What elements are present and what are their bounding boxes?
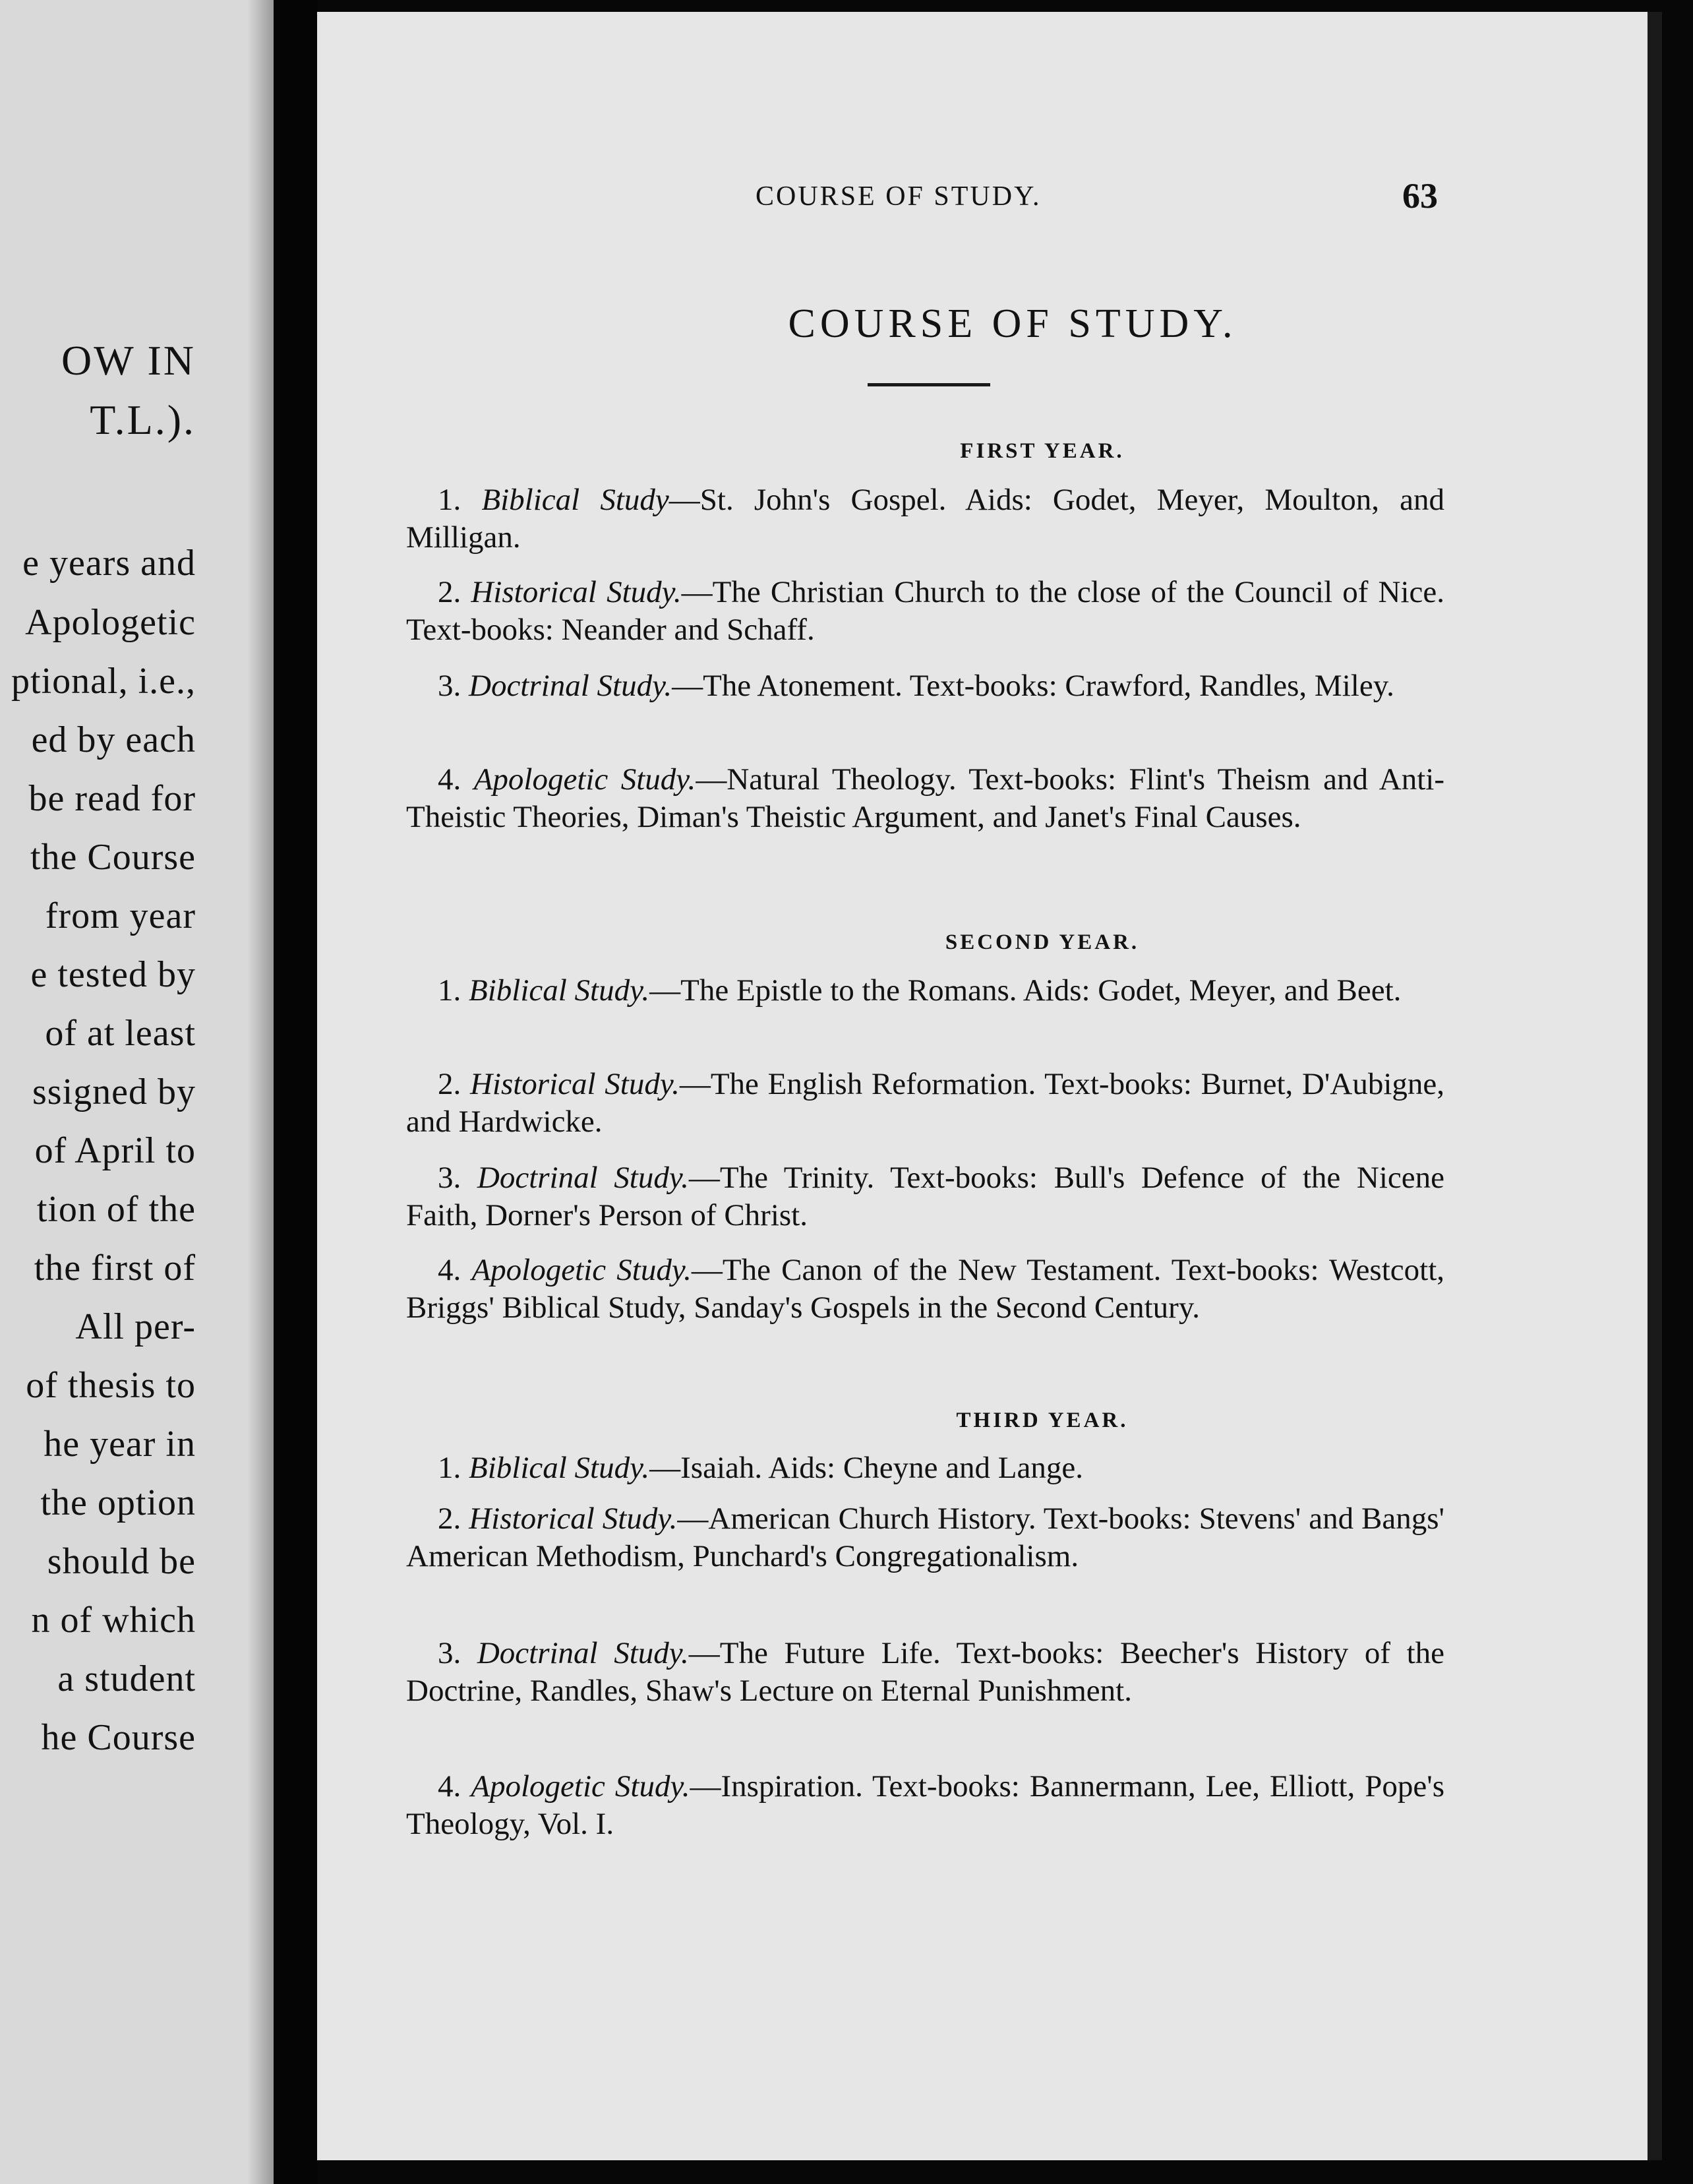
left-text-line: be read for <box>28 778 196 819</box>
item-text: —The Atonement. Text-books: Crawford, Randles, Miley. <box>672 669 1394 703</box>
item-subject: Biblical Study. <box>469 973 650 1008</box>
item-number: 3. <box>438 669 461 703</box>
item-subject: Doctrinal Study. <box>477 1161 689 1195</box>
item-text: —The Trinity. Text-books: Bull's Defence of the Nicene Faith, Dorner's Person of Christ. <box>406 1161 1445 1232</box>
item-text: —American Church History. Text-books: Stevens' and Bangs' American Methodism, Punchard's Congregationalism. <box>406 1502 1444 1573</box>
study-item <box>406 1159 1444 1234</box>
item-number: 1. <box>438 1451 461 1485</box>
left-text-line: Apologetic <box>25 602 196 643</box>
item-text: —Natural Theology. Text-books: Flint's Theism and Anti-Theistic Theories, Diman's Theistic Argument, and Janet's Final Causes. <box>406 762 1444 834</box>
left-text-line: tion of the <box>36 1189 196 1230</box>
section-heading-first-year: FIRST YEAR. <box>960 439 1125 463</box>
left-text-line: he year in <box>44 1424 196 1465</box>
item-number: 4. <box>438 1769 461 1804</box>
item-text: —The Canon of the New Testament. Text-books: Westcott, Briggs' Biblical Study, Sanday's Gospels in the Second Century. <box>406 1253 1445 1325</box>
left-text-line: the first of <box>34 1248 196 1289</box>
running-head: COURSE OF STUDY. <box>756 181 1042 212</box>
item-text: —Inspiration. Text-books: Bannermann, Lee, Elliott, Pope's Theology, Vol. I. <box>406 1769 1444 1841</box>
left-text-line: of thesis to <box>26 1365 196 1406</box>
item-number: 2. <box>438 1067 461 1101</box>
study-item <box>406 1635 1444 1710</box>
item-number: 2. <box>438 575 461 609</box>
page-edge <box>1648 12 1662 2160</box>
left-facing-page <box>0 0 274 2184</box>
left-text-line: ed by each <box>31 719 196 760</box>
left-text-line: ptional, i.e., <box>11 661 196 702</box>
item-text: —The Christian Church to the close of the Council of Nice. Text-books: Neander and Schaff. <box>406 575 1444 647</box>
study-item <box>406 574 1444 649</box>
left-text-line: of April to <box>34 1130 196 1171</box>
left-text-line: e years and <box>22 543 196 584</box>
left-text-line: the option <box>40 1482 196 1523</box>
study-item <box>406 1500 1444 1575</box>
left-text-line: of at least <box>45 1013 196 1054</box>
right-page <box>317 12 1662 2160</box>
item-subject: Doctrinal Study. <box>477 1636 689 1670</box>
item-subject: Apologetic Study. <box>471 1253 692 1287</box>
study-item <box>406 1768 1444 1843</box>
study-item <box>406 1449 1444 1487</box>
title-rule <box>868 383 990 386</box>
study-item <box>406 1066 1444 1141</box>
study-item <box>406 1252 1444 1327</box>
left-text-line: the Course <box>30 837 196 878</box>
item-subject: Historical Study. <box>471 575 682 609</box>
left-heading-line-1: OW IN <box>61 337 196 384</box>
item-number: 1. <box>438 483 461 517</box>
left-text-line: a student <box>57 1658 196 1699</box>
study-item <box>406 761 1444 836</box>
left-text-line: ssigned by <box>32 1072 196 1112</box>
study-item <box>406 972 1444 1010</box>
item-subject: Biblical Study. <box>469 1451 650 1485</box>
study-item <box>406 667 1444 705</box>
item-number: 4. <box>438 762 461 797</box>
left-text-line: from year <box>45 895 196 936</box>
page-title: COURSE OF STUDY. <box>788 301 1237 346</box>
item-text: —The Future Life. Text-books: Beecher's History of the Doctrine, Randles, Shaw's Lecture on Eternal Punishment. <box>406 1636 1444 1708</box>
page-number: 63 <box>1402 176 1438 216</box>
left-text-line: should be <box>47 1541 196 1582</box>
left-text-line: n of which <box>31 1600 196 1641</box>
left-text-line: he Course <box>41 1717 196 1758</box>
item-subject: Historical Study. <box>469 1502 678 1536</box>
left-text-line: All per- <box>75 1306 196 1347</box>
page-gutter-shadow <box>247 0 274 2184</box>
item-number: 4. <box>438 1253 461 1287</box>
item-text: —Isaiah. Aids: Cheyne and Lange. <box>649 1451 1083 1485</box>
item-subject: Doctrinal Study. <box>469 669 672 703</box>
item-number: 3. <box>438 1636 461 1670</box>
item-number: 3. <box>438 1161 461 1195</box>
item-text: —The English Reformation. Text-books: Burnet, D'Aubigne, and Hardwicke. <box>406 1067 1444 1139</box>
item-subject: Apologetic Study. <box>473 762 696 797</box>
item-text: —St. John's Gospel. Aids: Godet, Meyer, Moulton, and Milligan. <box>406 483 1444 555</box>
item-subject: Historical Study. <box>469 1067 680 1101</box>
section-heading-second-year: SECOND YEAR. <box>945 930 1140 954</box>
left-text-line: e tested by <box>30 954 196 995</box>
study-item <box>406 481 1444 557</box>
item-subject: Apologetic Study. <box>471 1769 690 1804</box>
section-heading-third-year: THIRD YEAR. <box>956 1409 1129 1432</box>
book-spine <box>274 0 317 2184</box>
item-subject: Biblical Study <box>481 483 669 517</box>
item-number: 2. <box>438 1502 461 1536</box>
item-text: —The Epistle to the Romans. Aids: Godet, Meyer, and Beet. <box>649 973 1402 1008</box>
item-number: 1. <box>438 973 461 1008</box>
left-heading-line-2: T.L.). <box>90 396 196 443</box>
